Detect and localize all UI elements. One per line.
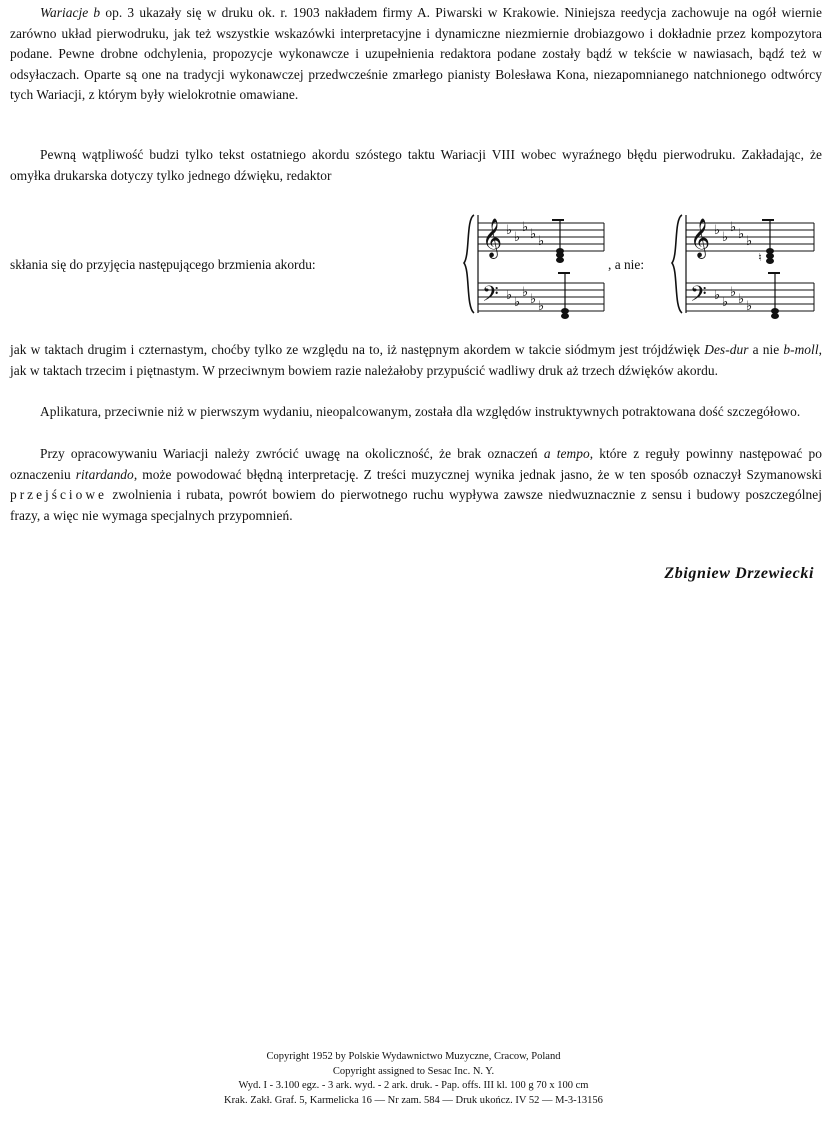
svg-text:♭: ♭	[506, 223, 513, 238]
svg-text:♭: ♭	[722, 295, 729, 310]
footer-line: Wyd. I - 3.100 egz. - 3 ark. wyd. - 2 ark. druk. - Pap. offs. III kl. 100 g 70 x 100 cm	[238, 1080, 589, 1092]
svg-text:♭: ♭	[522, 220, 529, 235]
footer-line: Copyright assigned to Sesac Inc. N. Y.	[332, 1065, 495, 1077]
author-signature: Zbigniew Drzewiecki	[664, 565, 814, 582]
p3-text-a: jak w taktach drugim i czternastym, choćby tylko ze względu na to, iż następnym akordem w takcie siódmym jest trójdźwięk	[10, 342, 705, 357]
p3-key-b-moll: b-moll	[783, 342, 819, 357]
svg-text:♭: ♭	[738, 292, 745, 307]
svg-text:♭: ♭	[730, 220, 737, 235]
p5-text-c: , może powodować błędną interpretację. Z treści muzycznej wynika jednak jasno, że w ten sposób oznaczył Szymanowski	[133, 466, 822, 482]
svg-text:♭: ♭	[530, 227, 537, 242]
work-title: Wariacje b	[40, 5, 101, 20]
p5-text-d: zwolnienia i rubata, powrót bowiem do pierwotnego ruchu wypływa zawsze niedwuznacznie z sensu i budowy poszczególnej frazy, a więc nie wymaga specjalnych przypomnień.	[10, 487, 822, 523]
svg-text:♭: ♭	[506, 288, 513, 303]
svg-text:♭: ♭	[746, 234, 753, 249]
footer-line: Copyright 1952 by Polskie Wydawnictwo Muzyczne, Cracow, Poland	[266, 1051, 561, 1062]
svg-text:♭: ♭	[514, 230, 521, 245]
svg-text:♮: ♮	[758, 251, 762, 264]
svg-text:𝄞: 𝄞	[690, 218, 711, 258]
svg-text:♭: ♭	[730, 285, 737, 300]
p5-text-a: Przy opracowywaniu Wariacji należy zwrócić uwagę na okoliczność, że brak oznaczeń	[40, 446, 544, 461]
svg-text:𝄢: 𝄢	[482, 282, 499, 312]
paragraph-intro	[10, 3, 822, 106]
p5-spaced-word: przejściowe	[10, 487, 107, 503]
paragraph-chord-reason	[10, 340, 822, 381]
music-examples-row	[10, 205, 822, 325]
p3-key-des-dur: Des-dur	[704, 342, 749, 357]
svg-text:♭: ♭	[530, 292, 537, 307]
svg-text:♭: ♭	[722, 230, 729, 245]
svg-text:♭: ♭	[714, 223, 721, 238]
svg-text:♭: ♭	[746, 299, 753, 314]
p5-ritardando: ritardando	[75, 466, 134, 482]
music-example-correct	[460, 205, 608, 323]
footer-line: Krak. Zakł. Graf. 5, Karmelicka 16 — Nr zam. 584 — Druk ukończ. IV 52 — M-3-13156	[224, 1094, 603, 1106]
svg-text:𝄢: 𝄢	[690, 282, 707, 312]
p5-a-tempo: a tempo	[543, 446, 590, 461]
music-lead-text: skłania się do przyjęcia następującego brzmienia akordu:	[10, 257, 316, 272]
p3-text-b: a nie	[748, 342, 784, 357]
p5-text-b: , które z reguły powinny następować po oznaczeniu	[10, 446, 822, 482]
svg-text:𝄞: 𝄞	[482, 218, 503, 258]
svg-text:♭: ♭	[538, 234, 545, 249]
svg-text:♭: ♭	[522, 285, 529, 300]
paragraph-doubt: Pewną wątpliwość budzi tylko tekst ostatniego akordu szóstego taktu Wariacji VIII wobec wyraźnego błędu pierwodruku. Zakładając, że omyłka drukarska dotyczy tylko jednego dźwięku, redaktor	[10, 147, 822, 183]
paragraph-fingering: Aplikatura, przeciwnie niż w pierwszym wydaniu, nieopalcowanym, została dla względów instruktywnych potraktowana dość szczegółowo.	[40, 404, 801, 419]
svg-text:♭: ♭	[738, 227, 745, 242]
music-mid-text: , a nie:	[608, 257, 645, 272]
svg-text:♭: ♭	[514, 295, 521, 310]
music-example-incorrect	[668, 205, 818, 323]
p3-text-c: , jak w taktach trzecim i piętnastym. W przeciwnym bowiem razie należałoby przypuścić wadliwy druk aż trzech dźwięków akordu.	[10, 342, 822, 378]
svg-text:♭: ♭	[714, 288, 721, 303]
paragraph-tempo	[10, 444, 822, 526]
paragraph-intro-text: op. 3 ukazały się w druku ok. r. 1903 nakładem firmy A. Piwarski w Krakowie. Niniejsza reedycja zachowuje na ogół wiernie zarówno układ pierwodruku, jak też wszystkie wskazówki interpretacyjne i dynamiczne niezmiernie drobiazgowo i dokładnie przez kompozytora podane. Pewne drobne odchylenia, propozycje wykonawcze i uzupełnienia redaktora podane zostały bądź w tekście w nawiasach, bądź też w odsyłaczach. Oparte są one na tradycji wykonawczej przedwcześnie zmarłego pianisty Bolesława Kona, niezapomnianego natchnionego odtwórcy tych Wariacji, z którym były wielokrotnie omawiane.	[10, 5, 822, 103]
svg-text:♭: ♭	[538, 299, 545, 314]
copyright-footer	[0, 1050, 827, 1108]
